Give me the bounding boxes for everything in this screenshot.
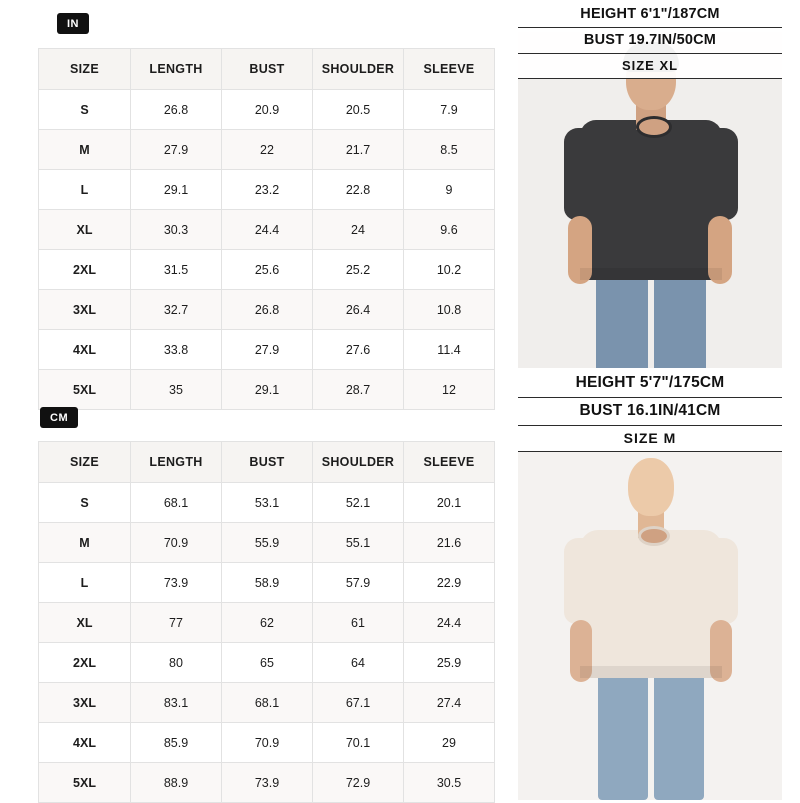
table-row — [39, 290, 495, 330]
cell-bust: 73.9 — [222, 763, 313, 803]
size-table-centimeters — [38, 441, 495, 803]
model-bust-female: BUST 16.1IN/41CM — [518, 398, 782, 426]
cell-size: 4XL — [39, 330, 131, 370]
cell-size: 5XL — [39, 370, 131, 410]
photo-background — [518, 32, 782, 368]
cell-length: 68.1 — [131, 483, 222, 523]
cell-size: 3XL — [39, 290, 131, 330]
cell-bust: 29.1 — [222, 370, 313, 410]
cell-sleeve: 7.9 — [404, 90, 495, 130]
cell-sleeve: 21.6 — [404, 523, 495, 563]
cell-shoulder: 64 — [313, 643, 404, 683]
cell-size: XL — [39, 603, 131, 643]
shirt-hem-shadow — [580, 268, 722, 280]
cell-sleeve: 22.9 — [404, 563, 495, 603]
model-size-female: SIZE M — [518, 426, 782, 452]
jeans-right-leg — [654, 660, 704, 800]
unit-badge-in-wrapper — [57, 13, 89, 34]
cell-bust: 25.6 — [222, 250, 313, 290]
unit-badge-in: IN — [57, 13, 89, 34]
cell-bust: 55.9 — [222, 523, 313, 563]
cell-sleeve: 25.9 — [404, 643, 495, 683]
jeans-left-leg — [598, 660, 648, 800]
cell-length: 31.5 — [131, 250, 222, 290]
cell-sleeve: 8.5 — [404, 130, 495, 170]
cell-length: 35 — [131, 370, 222, 410]
cell-length: 32.7 — [131, 290, 222, 330]
cell-length: 77 — [131, 603, 222, 643]
cell-shoulder: 27.6 — [313, 330, 404, 370]
table-row — [39, 250, 495, 290]
cell-shoulder: 55.1 — [313, 523, 404, 563]
cell-sleeve: 20.1 — [404, 483, 495, 523]
table-row — [39, 563, 495, 603]
cell-length: 26.8 — [131, 90, 222, 130]
cell-bust: 58.9 — [222, 563, 313, 603]
sleeve-right — [696, 538, 738, 624]
cell-bust: 27.9 — [222, 330, 313, 370]
cell-shoulder: 22.8 — [313, 170, 404, 210]
cell-size: 2XL — [39, 643, 131, 683]
cell-length: 85.9 — [131, 723, 222, 763]
column-header-bust: BUST — [222, 49, 313, 90]
cell-shoulder: 20.5 — [313, 90, 404, 130]
table-row — [39, 90, 495, 130]
model-photos-column — [500, 0, 800, 800]
table-row — [39, 643, 495, 683]
cell-size: 2XL — [39, 250, 131, 290]
cell-sleeve: 10.8 — [404, 290, 495, 330]
column-header-bust: BUST — [222, 442, 313, 483]
unit-badge-cm-wrapper — [40, 407, 78, 428]
cell-bust: 53.1 — [222, 483, 313, 523]
model-card-male — [518, 0, 782, 368]
column-header-shoulder: SHOULDER — [313, 49, 404, 90]
collar — [636, 116, 672, 138]
cell-length: 73.9 — [131, 563, 222, 603]
cell-shoulder: 72.9 — [313, 763, 404, 803]
column-header-size: SIZE — [39, 49, 131, 90]
cell-length: 27.9 — [131, 130, 222, 170]
model-bust-male: BUST 19.7IN/50CM — [518, 28, 782, 54]
cell-size: XL — [39, 210, 131, 250]
column-header-size: SIZE — [39, 442, 131, 483]
column-header-length: LENGTH — [131, 442, 222, 483]
table-header-row — [39, 442, 495, 483]
model-photo-male — [518, 32, 782, 368]
cell-shoulder: 24 — [313, 210, 404, 250]
table-header-row — [39, 49, 495, 90]
photo-background — [518, 438, 782, 800]
table-row — [39, 683, 495, 723]
cell-bust: 20.9 — [222, 90, 313, 130]
column-header-shoulder: SHOULDER — [313, 442, 404, 483]
column-header-length: LENGTH — [131, 49, 222, 90]
cell-sleeve: 30.5 — [404, 763, 495, 803]
column-header-sleeve: SLEEVE — [404, 442, 495, 483]
table-row — [39, 763, 495, 803]
table-row — [39, 210, 495, 250]
shirt-hem-shadow — [580, 666, 722, 678]
collar — [638, 526, 670, 546]
cell-shoulder: 67.1 — [313, 683, 404, 723]
cell-size: M — [39, 130, 131, 170]
cell-shoulder: 26.4 — [313, 290, 404, 330]
cell-shoulder: 61 — [313, 603, 404, 643]
cell-size: S — [39, 90, 131, 130]
cell-size: L — [39, 170, 131, 210]
cell-sleeve: 12 — [404, 370, 495, 410]
cell-sleeve: 29 — [404, 723, 495, 763]
cell-size: M — [39, 523, 131, 563]
cell-length: 80 — [131, 643, 222, 683]
cell-length: 83.1 — [131, 683, 222, 723]
cell-length: 88.9 — [131, 763, 222, 803]
cell-size: 5XL — [39, 763, 131, 803]
cell-sleeve: 9 — [404, 170, 495, 210]
sleeve-right — [696, 128, 738, 220]
cell-sleeve: 24.4 — [404, 603, 495, 643]
cell-bust: 70.9 — [222, 723, 313, 763]
cell-length: 33.8 — [131, 330, 222, 370]
cell-length: 29.1 — [131, 170, 222, 210]
model-specs-male — [518, 0, 782, 79]
column-header-sleeve: SLEEVE — [404, 49, 495, 90]
sleeve-left — [564, 538, 606, 624]
cell-bust: 23.2 — [222, 170, 313, 210]
unit-badge-cm: CM — [40, 407, 78, 428]
cell-shoulder: 57.9 — [313, 563, 404, 603]
cell-shoulder: 21.7 — [313, 130, 404, 170]
table-row — [39, 723, 495, 763]
cell-size: L — [39, 563, 131, 603]
sleeve-left — [564, 128, 606, 220]
cell-shoulder: 70.1 — [313, 723, 404, 763]
cell-sleeve: 27.4 — [404, 683, 495, 723]
cell-sleeve: 11.4 — [404, 330, 495, 370]
cell-bust: 26.8 — [222, 290, 313, 330]
model-height-male: HEIGHT 6'1"/187CM — [518, 2, 782, 28]
cell-bust: 68.1 — [222, 683, 313, 723]
table-row — [39, 370, 495, 410]
cell-sleeve: 10.2 — [404, 250, 495, 290]
table-row — [39, 330, 495, 370]
cell-shoulder: 25.2 — [313, 250, 404, 290]
cell-length: 30.3 — [131, 210, 222, 250]
model-height-female: HEIGHT 5'7"/175CM — [518, 370, 782, 398]
cell-bust: 22 — [222, 130, 313, 170]
cell-bust: 62 — [222, 603, 313, 643]
cell-sleeve: 9.6 — [404, 210, 495, 250]
head — [628, 458, 674, 516]
size-table-inches — [38, 48, 495, 410]
table-row — [39, 130, 495, 170]
cell-length: 70.9 — [131, 523, 222, 563]
cell-bust: 24.4 — [222, 210, 313, 250]
model-size-male: SIZE XL — [518, 54, 782, 79]
cell-size: S — [39, 483, 131, 523]
model-photo-female — [518, 438, 782, 800]
table-row — [39, 603, 495, 643]
cell-bust: 65 — [222, 643, 313, 683]
model-specs-female — [518, 368, 782, 452]
cell-size: 4XL — [39, 723, 131, 763]
cell-shoulder: 28.7 — [313, 370, 404, 410]
model-card-female — [518, 368, 782, 800]
table-row — [39, 170, 495, 210]
cell-shoulder: 52.1 — [313, 483, 404, 523]
table-row — [39, 523, 495, 563]
table-row — [39, 483, 495, 523]
cell-size: 3XL — [39, 683, 131, 723]
